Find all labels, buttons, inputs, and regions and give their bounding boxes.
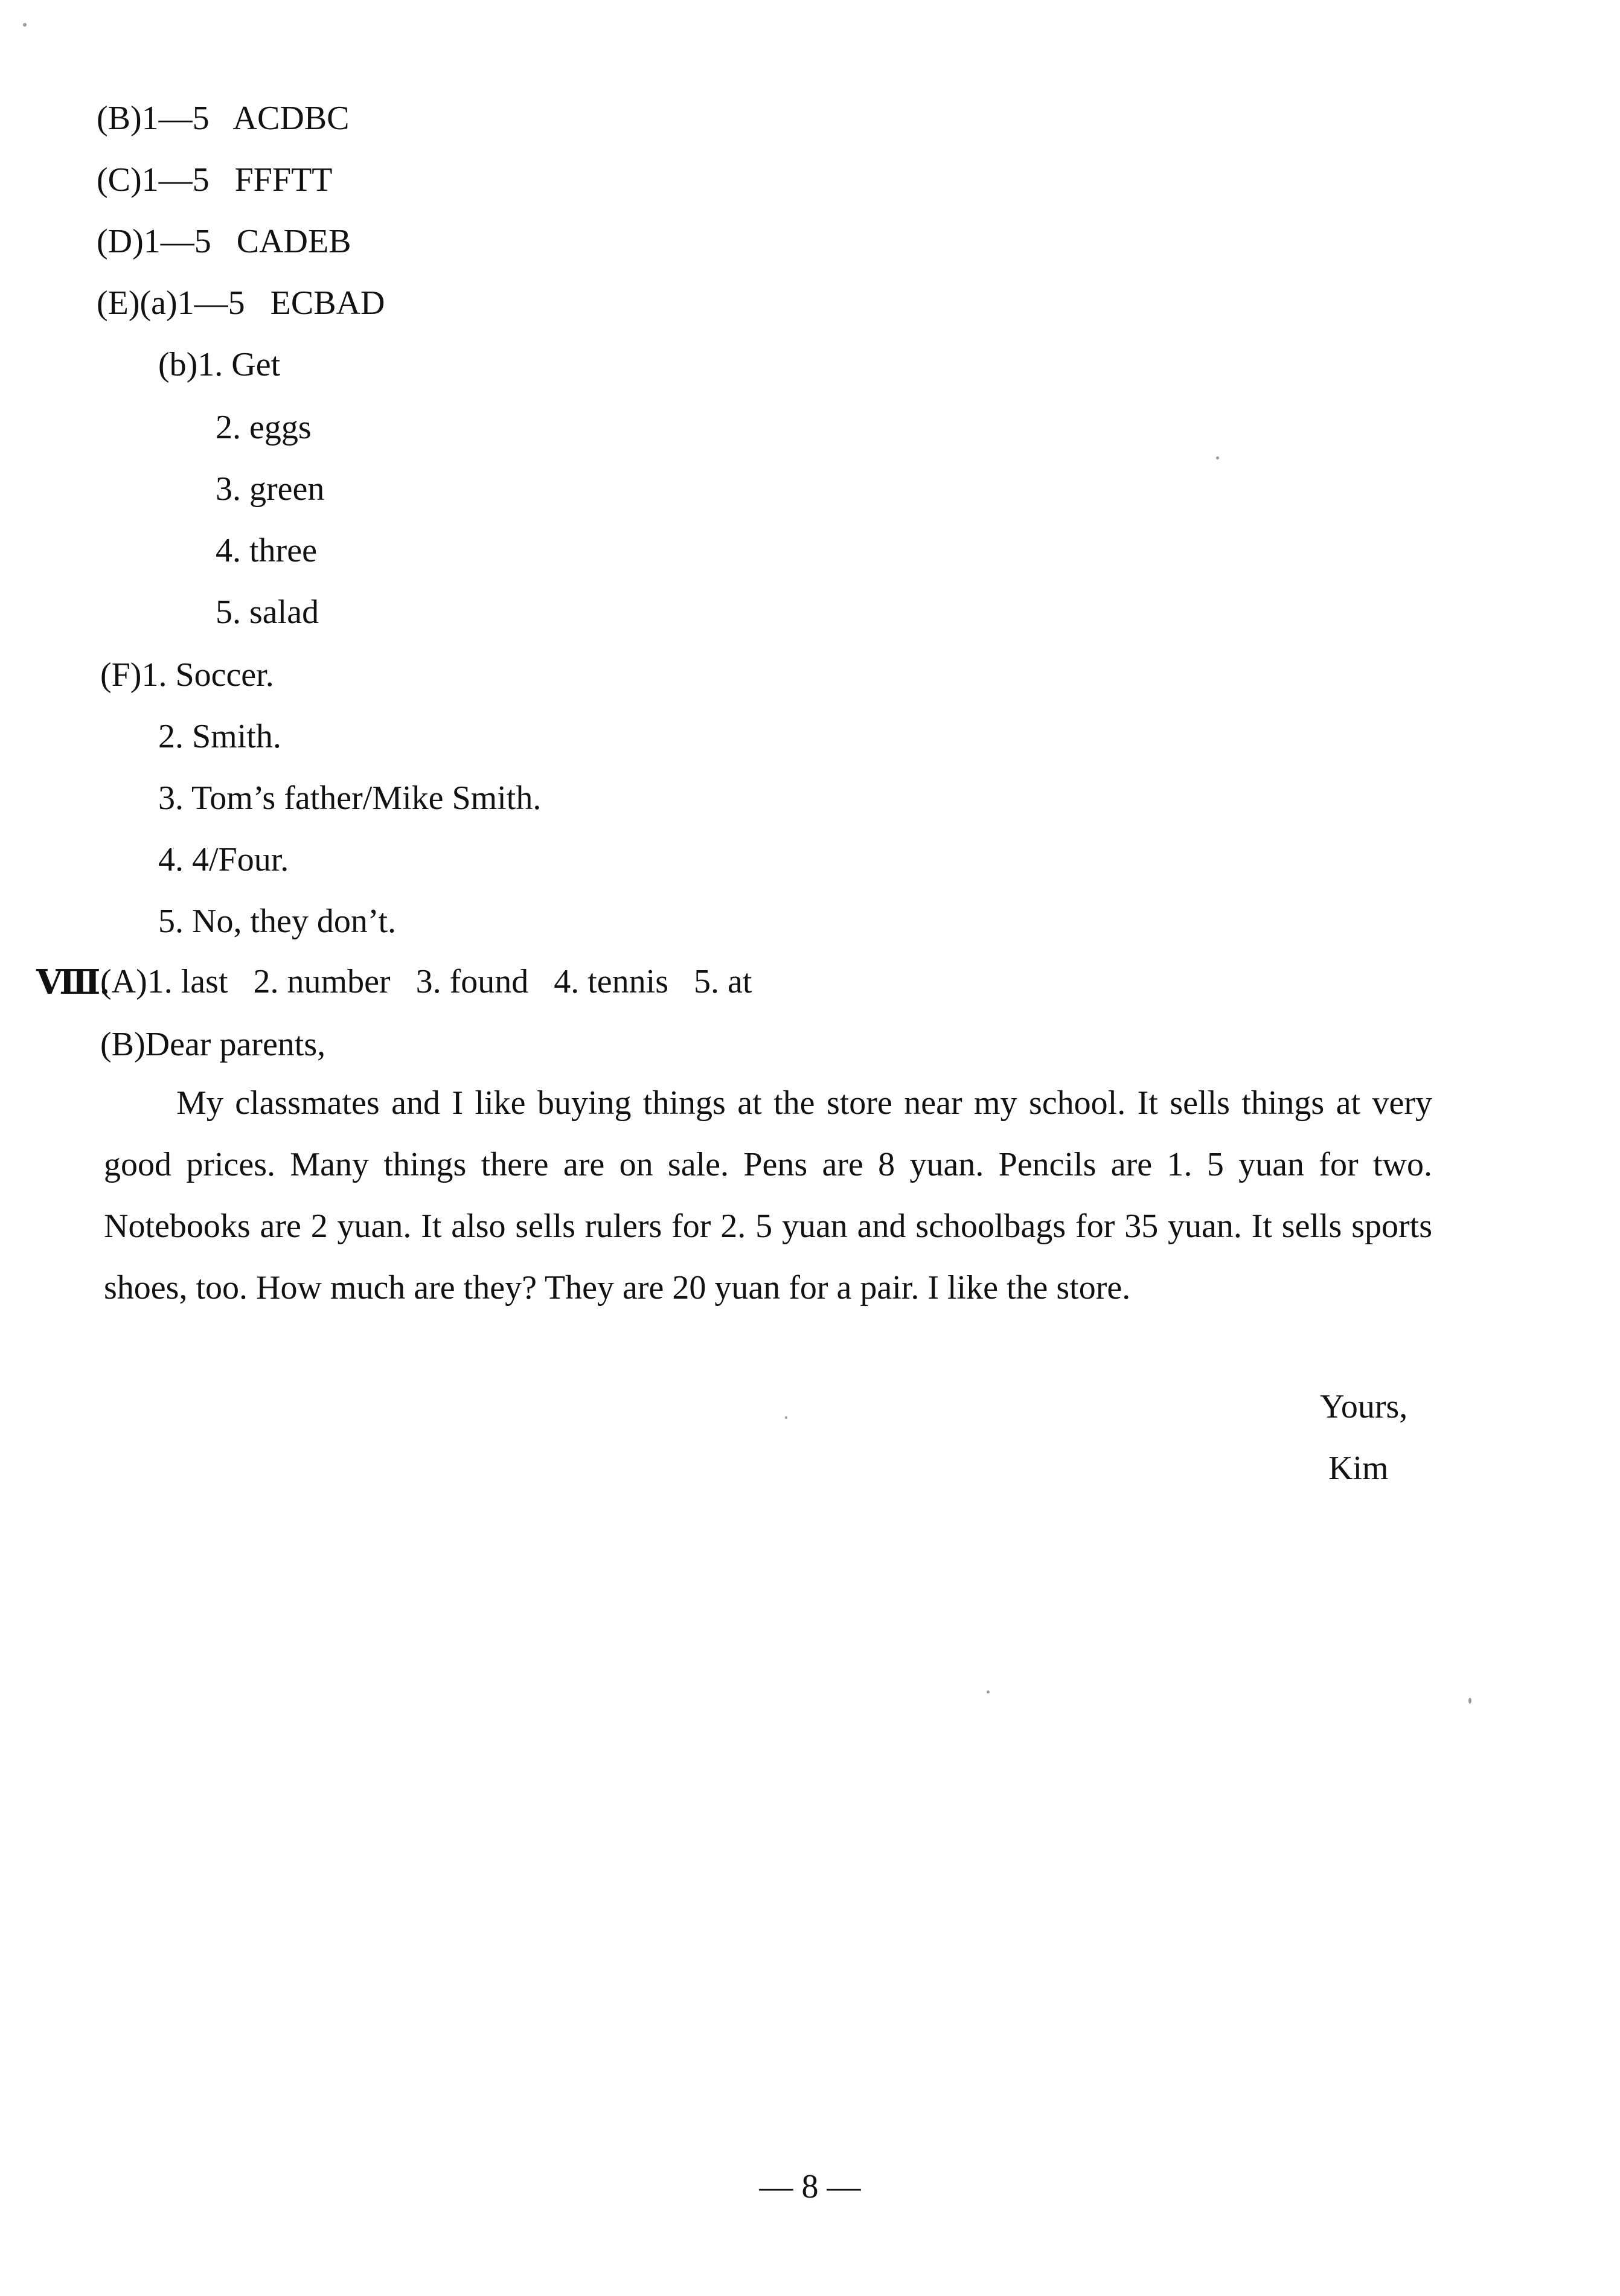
answer-e-b2: 2. eggs: [216, 409, 312, 446]
answer-e-b3: 3. green: [216, 470, 325, 508]
answer-d: (D)1—5 CADEB: [97, 223, 351, 260]
letter-signature: Kim: [1328, 1450, 1389, 1487]
letter-body-text: My classmates and I like buying things at the store near my school. It sells things at very good prices. Many things there are on sale. Pens are 8 yuan. Pencils are 1. 5 yuan for two. Notebooks are 2 yuan. It also sells rulers for 2. 5 yuan and schoolbags for 35 yuan. It sells sports shoes, too. How much are they? They are 20 yuan for a pair. I like the store.: [104, 1084, 1432, 1306]
scan-speck: [1216, 456, 1219, 459]
answer-b: (B)1—5 ACDBC: [97, 100, 350, 137]
letter-body: [104, 1072, 1432, 1319]
section-numeral: Ⅷ.: [36, 964, 109, 1002]
page-number: — 8 —: [759, 2168, 861, 2205]
answer-f5: 5. No, they don’t.: [158, 903, 397, 940]
scan-speck: [987, 1690, 990, 1693]
answer-f2: 2. Smith.: [158, 718, 281, 755]
letter-closing: Yours,: [1320, 1388, 1408, 1425]
answer-f3: 3. Tom’s father/Mike Smith.: [158, 779, 542, 817]
scan-speck: [23, 23, 27, 27]
answer-e-b4: 4. three: [216, 532, 317, 569]
answer-f4: 4. 4/Four.: [158, 841, 289, 878]
answer-f1: (F)1. Soccer.: [100, 656, 274, 694]
scan-speck: [785, 1416, 787, 1419]
answer-e-b1: (b)1. Get: [158, 346, 281, 383]
letter-greeting: (B)Dear parents,: [100, 1026, 326, 1063]
answer-c: (C)1—5 FFFTT: [97, 161, 333, 199]
answer-e-a: (E)(a)1—5 ECBAD: [97, 284, 385, 322]
answer-e-b5: 5. salad: [216, 593, 319, 631]
scan-speck: [1468, 1698, 1471, 1704]
answer-viii-a: (A)1. last 2. number 3. found 4. tennis 5. at: [100, 963, 752, 1000]
